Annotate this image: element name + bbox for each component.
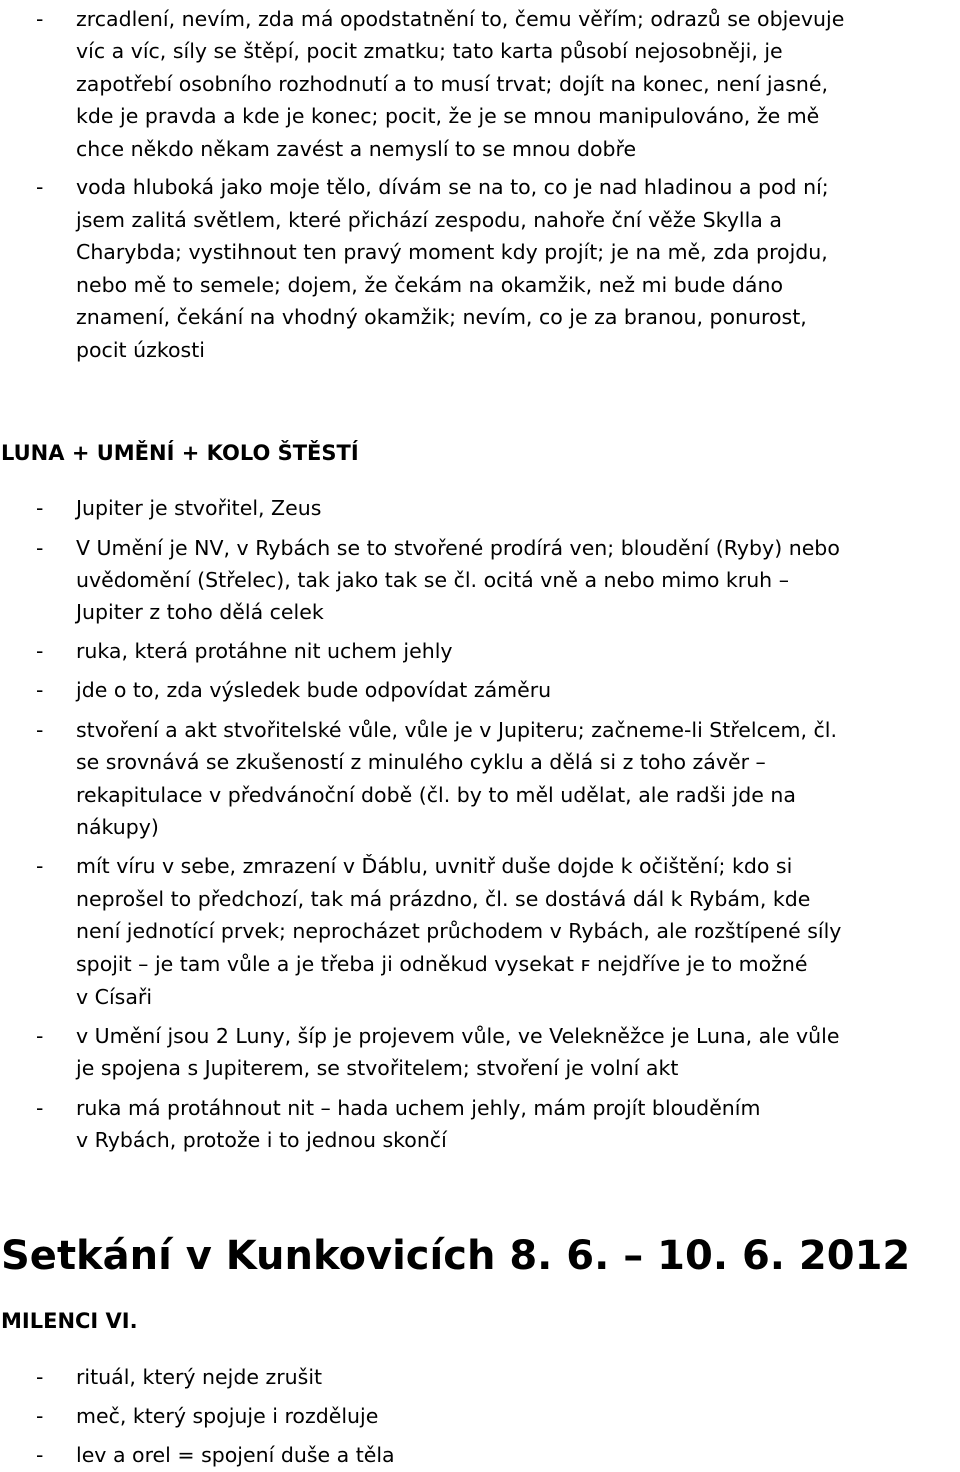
list-line: nebo mě to semele; dojem, že čekám na okamžik, než mi bude dáno <box>76 273 784 297</box>
list-line: ruka, která protáhne nit uchem jehly <box>76 639 453 663</box>
section-heading: LUNA + UMĚNÍ + KOLO ŠTĚSTÍ <box>1 441 359 465</box>
list-dash: - <box>36 7 44 31</box>
list-line: je spojena s Jupiterem, se stvořitelem; stvoření je volní akt <box>76 1056 679 1080</box>
page-title: Setkání v Kunkovicích 8. 6. – 10. 6. 2012 <box>1 1233 911 1279</box>
list-line: V Umění je NV, v Rybách se to stvořené prodírá ven; bloudění (Ryby) nebo <box>76 536 840 560</box>
list-dash: - <box>36 496 44 520</box>
list-line: ruka má protáhnout nit – hada uchem jehly, mám projít blouděním <box>76 1096 761 1120</box>
list-line: rituál, který nejde zrušit <box>76 1365 323 1389</box>
list-line: Charybda; vystihnout ten pravý moment kdy projít; je na mě, zda projdu, <box>76 240 828 264</box>
list-line: neprošel to předchozí, tak má prázdno, čl. se dostává dál k Rybám, kde <box>76 887 811 911</box>
list-line: Jupiter je stvořitel, Zeus <box>76 496 322 520</box>
list-line: spojit – je tam vůle a je třeba ji odněkud vysekat ꜰ nejdříve je to možné <box>76 952 808 976</box>
list-line: lev a orel = spojení duše a těla <box>76 1443 395 1467</box>
list-line: kde je pravda a kde je konec; pocit, že je se mnou manipulováno, že mě <box>76 104 820 128</box>
list-line: v Rybách, protože i to jednou skončí <box>76 1128 447 1152</box>
list-dash: - <box>36 854 44 878</box>
list-line: znamení, čekání na vhodný okamžik; nevím, co je za branou, ponurost, <box>76 305 807 329</box>
list-line: se srovnává se zkušeností z minulého cyklu a dělá si z toho závěr – <box>76 750 766 774</box>
list-line: Jupiter z toho dělá celek <box>76 600 324 624</box>
list-line: voda hluboká jako moje tělo, dívám se na to, co je nad hladinou a pod ní; <box>76 175 829 199</box>
list-line: jsem zalitá světlem, které přichází zespodu, nahoře ční věže Skylla a <box>76 208 782 232</box>
list-line: jde o to, zda výsledek bude odpovídat záměru <box>76 678 552 702</box>
list-line: nákupy) <box>76 815 159 839</box>
list-line: mít víru v sebe, zmrazení v Ďáblu, uvnitř duše dojde k očištění; kdo si <box>76 854 793 878</box>
list-line: stvoření a akt stvořitelské vůle, vůle je v Jupiteru; začneme-li Střelcem, čl. <box>76 718 837 742</box>
list-line: není jednotící prvek; neprocházet průchodem v Rybách, ale rozštípené síly <box>76 919 842 943</box>
list-line: v Umění jsou 2 Luny, šíp je projevem vůle, ve Velekněžce je Luna, ale vůle <box>76 1024 840 1048</box>
list-line: zrcadlení, nevím, zda má opodstatnění to, čemu věřím; odrazů se objevuje <box>76 7 845 31</box>
list-dash: - <box>36 1024 44 1048</box>
list-line: pocit úzkosti <box>76 338 205 362</box>
section-heading: MILENCI VI. <box>1 1309 138 1333</box>
list-dash: - <box>36 536 44 560</box>
list-dash: - <box>36 1096 44 1120</box>
list-dash: - <box>36 678 44 702</box>
list-line: chce někdo někam zavést a nemyslí to se mnou dobře <box>76 137 637 161</box>
list-line: zapotřebí osobního rozhodnutí a to musí trvat; dojít na konec, není jasné, <box>76 72 828 96</box>
list-dash: - <box>36 639 44 663</box>
list-dash: - <box>36 1404 44 1428</box>
list-dash: - <box>36 718 44 742</box>
list-dash: - <box>36 1365 44 1389</box>
list-line: v Císaři <box>76 985 153 1009</box>
list-line: rekapitulace v předvánoční době (čl. by to měl udělat, ale radši jde na <box>76 783 796 807</box>
list-line: víc a víc, síly se štěpí, pocit zmatku; tato karta působí nejosobněji, je <box>76 39 783 63</box>
list-line: meč, který spojuje i rozděluje <box>76 1404 379 1428</box>
list-dash: - <box>36 1443 44 1467</box>
list-dash: - <box>36 175 44 199</box>
list-line: uvědomění (Střelec), tak jako tak se čl. ocitá vně a nebo mimo kruh – <box>76 568 789 592</box>
